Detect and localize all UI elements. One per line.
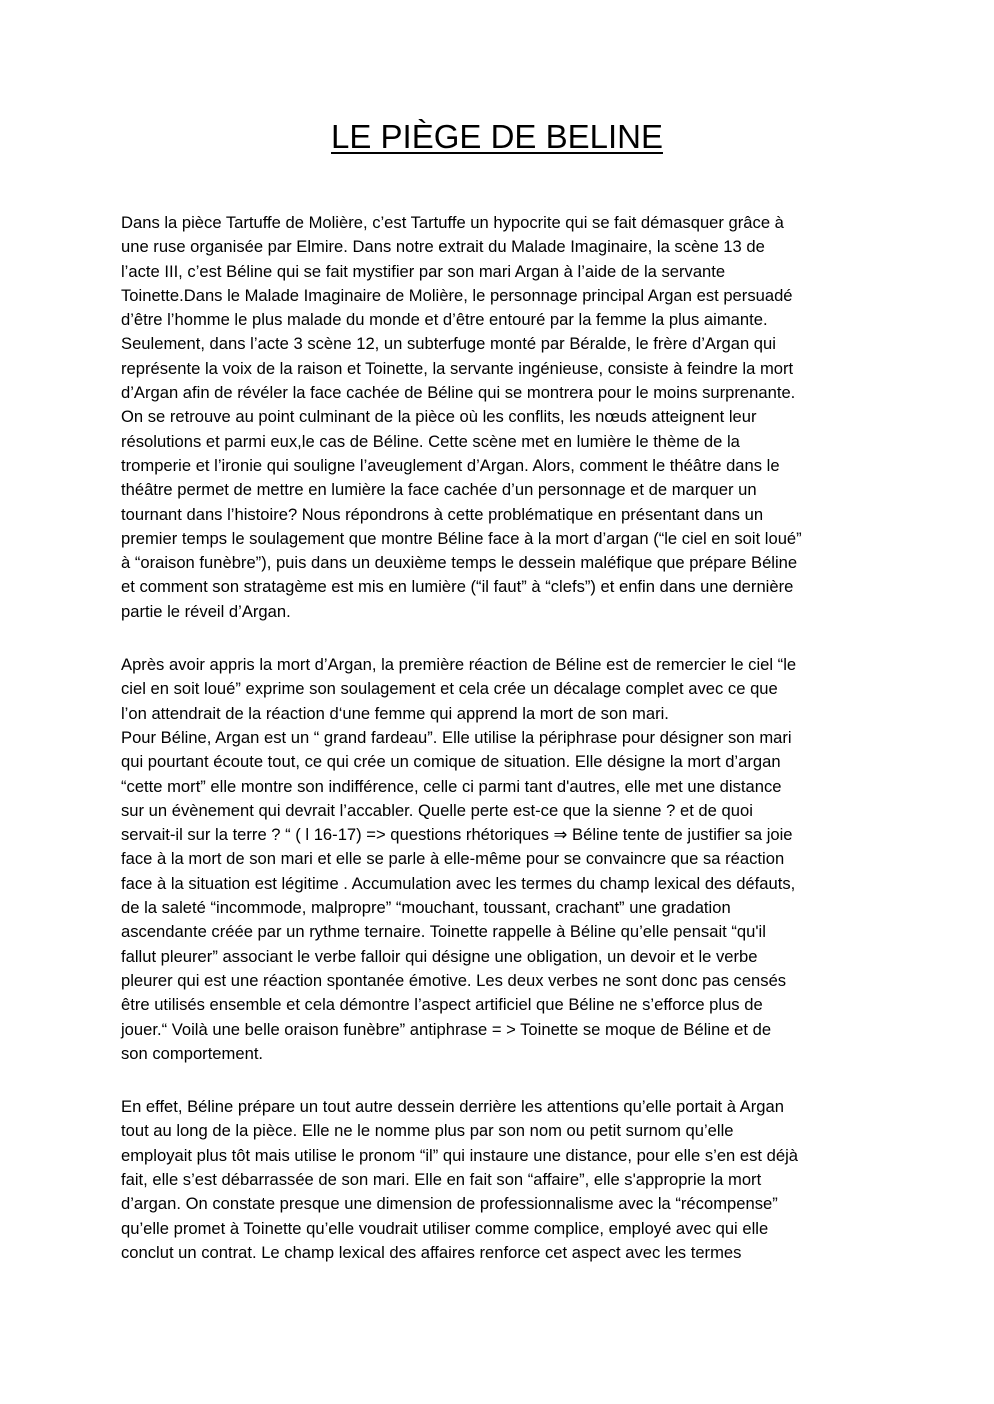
text-line: d’Argan afin de révéler la face cachée de Béline qui se montrera pour le moins surprenante.: [121, 383, 796, 403]
text-line: premier temps le soulagement que montre Béline face à la mort d’argan (“le ciel en soit loué”: [121, 528, 802, 548]
text-line: Pour Béline, Argan est un “ grand fardeau”. Elle utilise la périphrase pour désigner son mari: [121, 727, 792, 747]
text-line: son comportement.: [121, 1043, 264, 1063]
text-line: d’être l’homme le plus malade du monde et d’être entouré par la femme la plus aimante.: [121, 310, 768, 330]
text-line: l’acte III, c’est Béline qui se fait mystifier par son mari Argan à l’aide de la servante: [121, 261, 726, 281]
text-line: qu’elle promet à Toinette qu’elle voudrait utiliser comme complice, employé avec qui elle: [121, 1218, 769, 1238]
page-title: LE PIÈGE DE BELINE: [331, 118, 663, 155]
text-line: “cette mort” elle montre son indifférence, celle ci parmi tant d'autres, elle met une distance: [121, 776, 782, 796]
text-line: face à la mort de son mari et elle se parle à elle-même pour se convaincre que sa réaction: [121, 849, 785, 869]
text-line: On se retrouve au point culminant de la pièce où les conflits, les nœuds atteignent leur: [121, 407, 757, 427]
text-line: à “oraison funèbre”), puis dans un deuxième temps le dessein maléfique que prépare Béline: [121, 553, 798, 573]
text-line: fait, elle s’est débarrassée de son mari. Elle en fait son “affaire”, elle s'approprie la mort: [121, 1169, 762, 1189]
text-line: représente la voix de la raison et Toinette, la servante ingénieuse, consiste à feindre la mort: [121, 358, 794, 378]
text-line: Après avoir appris la mort d’Argan, la première réaction de Béline est de remercier le ciel “le: [121, 655, 797, 675]
text-line: Toinette.Dans le Malade Imaginaire de Molière, le personnage principal Argan est persuadé: [121, 285, 793, 305]
text-line: En effet, Béline prépare un tout autre dessein derrière les attentions qu’elle portait à Argan: [121, 1097, 784, 1117]
paragraph-spacer: [121, 1066, 881, 1095]
text-line: employait plus tôt mais utilise le pronom “il” qui instaure une distance, pour elle s’en est déjà: [121, 1145, 799, 1165]
text-line: tromperie et l’ironie qui souligne l’aveuglement d’Argan. Alors, comment le théâtre dans le: [121, 455, 780, 475]
document-body: [121, 211, 881, 1265]
text-line: conclut un contrat. Le champ lexical des affaires renforce cet aspect avec les termes: [121, 1242, 742, 1262]
text-line: tout au long de la pièce. Elle ne le nomme plus par son nom ou petit surnom qu’elle: [121, 1121, 734, 1141]
text-line: Dans la pièce Tartuffe de Molière, c’est Tartuffe un hypocrite qui se fait démasquer grâce à: [121, 213, 784, 232]
text-line: face à la situation est légitime . Accumulation avec les termes du champ lexical des défauts,: [121, 873, 796, 893]
text-line: ascendante créée par un rythme ternaire. Toinette rappelle à Béline qu’elle pensait “qu'il: [121, 922, 766, 942]
text-line: d’argan. On constate presque une dimension de professionnalisme avec la “récompense”: [121, 1194, 778, 1214]
text-line: et comment son stratagème est mis en lumière (“il faut” à “clefs”) et enfin dans une dernière: [121, 577, 794, 597]
paragraph-spacer: [121, 624, 881, 653]
text-line: tournant dans l’histoire? Nous répondrons à cette problématique en présentant dans un: [121, 504, 764, 524]
text-line: sur un évènement qui devrait l’accabler. Quelle perte est-ce que la sienne ? et de quoi: [121, 800, 753, 820]
text-line: théâtre permet de mettre en lumière la face cachée d’un personnage et de marquer un: [121, 480, 757, 500]
text-line: de la saleté “incommode, malpropre” “mouchant, toussant, crachant” une gradation: [121, 898, 731, 918]
text-line: servait-il sur la terre ? “ ( l 16-17) => questions rhétoriques ⇒ Béline tente de justifier sa joie: [121, 825, 793, 845]
text-line: l’on attendrait de la réaction d‘une femme qui apprend la mort de son mari.: [121, 703, 669, 723]
text-line: résolutions et parmi eux,le cas de Béline. Cette scène met en lumière le thème de la: [121, 431, 740, 451]
text-line: jouer.“ Voilà une belle oraison funèbre” antiphrase = > Toinette se moque de Béline et de: [121, 1019, 772, 1039]
text-line: être utilisés ensemble et cela démontre l’aspect artificiel que Béline ne s’efforce plus de: [121, 995, 763, 1015]
paragraph-first-part: [121, 653, 881, 1066]
text-line: Seulement, dans l’acte 3 scène 12, un subterfuge monté par Béralde, le frère d’Argan qui: [121, 334, 776, 354]
text-line: fallut pleurer” associant le verbe falloir qui désigne une obligation, un devoir et le verbe: [121, 946, 758, 966]
text-line: une ruse organisée par Elmire. Dans notre extrait du Malade Imaginaire, la scène 13 de: [121, 237, 765, 257]
paragraph-introduction: [121, 211, 881, 624]
text-line: partie le réveil d’Argan.: [121, 601, 291, 621]
text-line: pleurer qui est une réaction spontanée émotive. Les deux verbes ne sont donc pas censés: [121, 970, 787, 990]
text-line: qui pourtant écoute tout, ce qui crée un comique de situation. Elle désigne la mort d’argan: [121, 752, 781, 772]
paragraph-second-part: [121, 1095, 881, 1265]
text-line: ciel en soit loué” exprime son soulagement et cela crée un décalage complet avec ce que: [121, 679, 778, 699]
